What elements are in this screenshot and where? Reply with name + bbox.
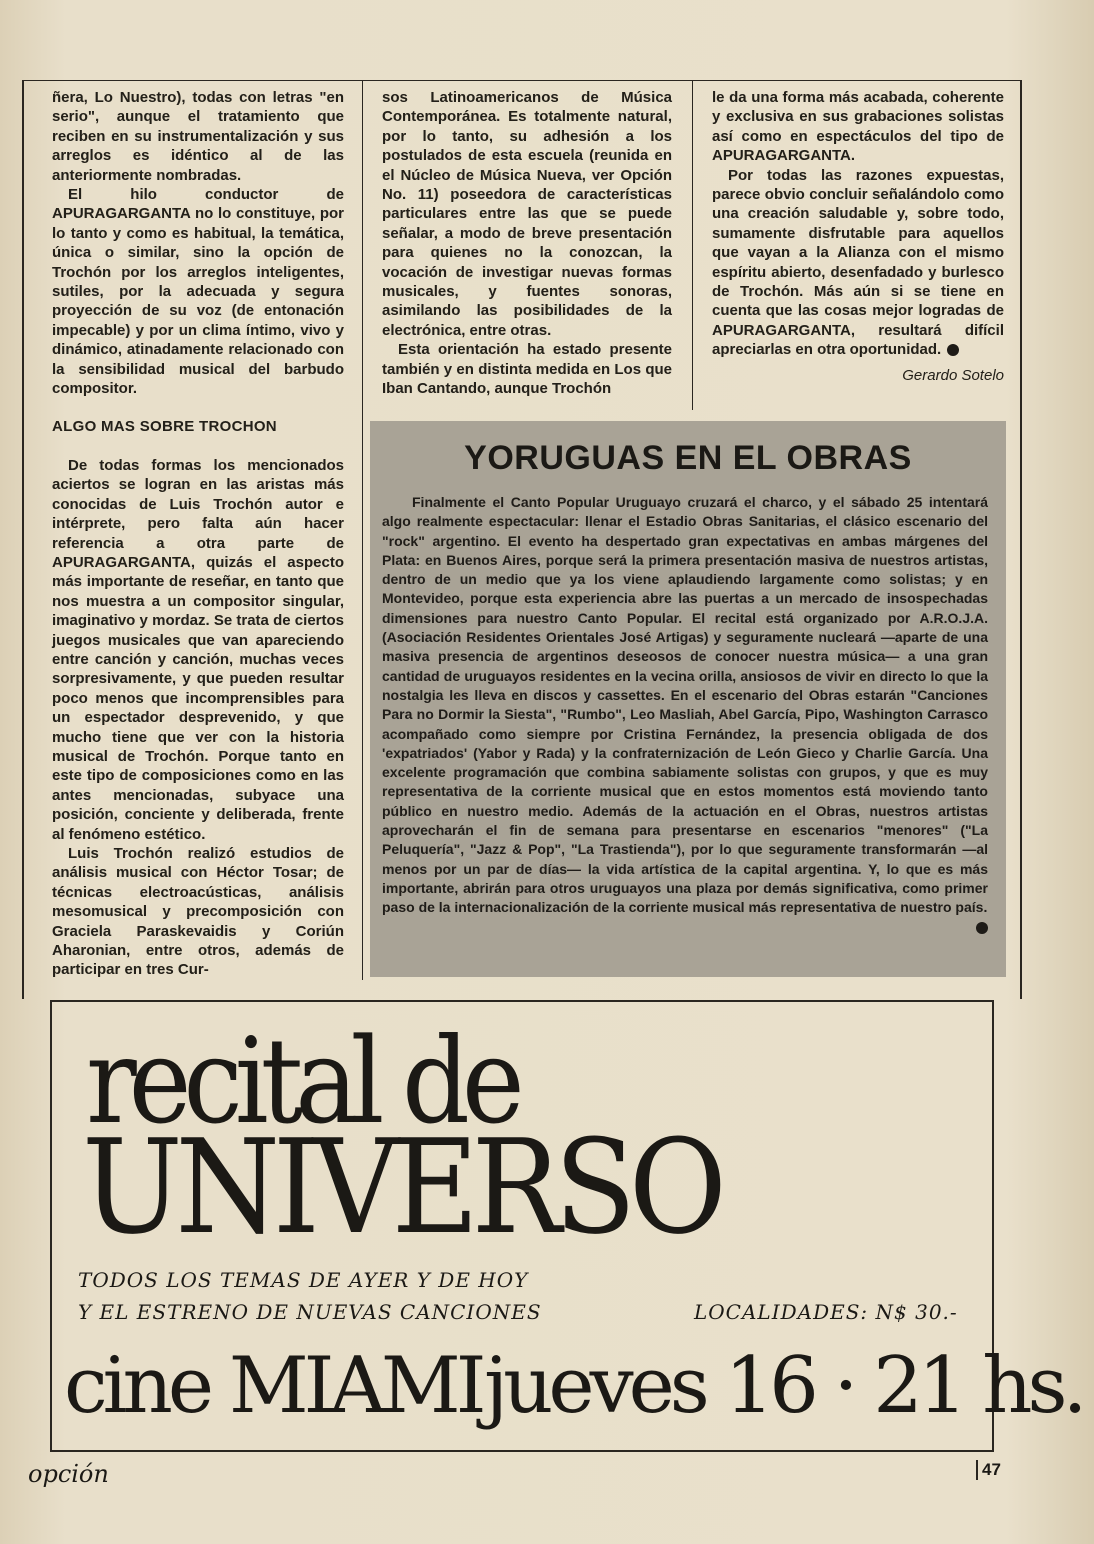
boxed-article	[370, 421, 1006, 977]
end-mark-icon	[976, 922, 988, 934]
ad-date: jueves 16 · 21 hs.	[484, 1341, 1083, 1431]
article-column-1	[52, 88, 344, 980]
article-column-3	[712, 88, 1004, 385]
column-divider	[362, 80, 363, 420]
paragraph: De todas formas los mencionados aciertos se logran en las aristas más conocidas de Luis Trochón autor e intérprete, pero falta aún hacer referencia a otra parte de APURAGARGANTA, quizás el aspecto más importante de reseñar, en tanto que nos muestra a un compositor singular, imaginativo y mordaz. Se trata de ciertos juegos musicales que van apareciendo entre canción y canción, muchas veces sorpresivamente, y que pueden resultar poco menos que incomprensibles para un espectador desprevenido, y que mucho tiene que ver con la historia musical de Trochón. Porque tanto en este tipo de composiciones como en las antes mencionadas, subyace una posición, conciente y deliberada, frente al fenómeno estético.	[52, 456, 344, 843]
paragraph: ñera, Lo Nuestro), todas con letras "en serio", aunque el tratamiento que reciben en su instrumentalización y sus arreglos es idéntico al de las anteriormente nombradas.	[52, 89, 344, 184]
paragraph: Esta orientación ha estado presente también y en distinta medida en Los que Iban Cantando, aunque Trochón	[382, 341, 672, 398]
paragraph: sos Latinoamericanos de Música Contemporánea. Es totalmente natural, por lo tanto, su adhesión a los postulados de esta escuela (reunida en el Núcleo de Música Nueva, ver Opción No. 11) poseedora de características particulares entre las que se puede señalar, a modo de breve presentación para quienes no la conozcan, la vocación de investigar nuevas formas musicales, y fuentes sonoras, asimilando las posibilidades de la electrónica, entre otras.	[382, 89, 672, 339]
end-mark-icon	[947, 344, 959, 356]
ad-tagline-1: TODOS LOS TEMAS DE AYER Y DE HOY	[78, 1268, 529, 1292]
paragraph-text: Por todas las razones expuestas, parece obvio concluir señalándolo como una creación saludable y, sobre todo, sumamente disfrutable para aquellos que vayan a la Alianza con el mismo espíritu abierto, desenfadado y burlesco de Trochón. Más aún si se tiene en cuenta que las cosas mejor logradas de APURAGARGANTA, resultará difícil apreciarlas en otra oportunidad.	[712, 166, 1004, 359]
ad-tagline-2: Y EL ESTRENO DE NUEVAS CANCIONES	[78, 1300, 542, 1324]
ad-venue: cine MIAMI	[64, 1341, 482, 1431]
ad-title-line1: recital de	[86, 1012, 517, 1150]
article-column-2	[382, 88, 672, 399]
author-byline: Gerardo Sotelo	[902, 366, 1004, 384]
boxed-article-body	[382, 493, 988, 934]
boxed-article-title: YORUGUAS EN EL OBRAS	[464, 439, 912, 477]
ad-ticket-price: LOCALIDADES: N$ 30.-	[694, 1300, 958, 1324]
paragraph	[712, 166, 1004, 360]
ad-title-line2: UNIVERSO	[82, 1111, 720, 1263]
paragraph: Luis Trochón realizó estudios de análisis musical con Héctor Tosar; de técnicas electroacústicas, análisis mesomusical y precomposición con Graciela Paraskevaidis y Coriún Aharonian, entre otros, además de participar en tres Cur-	[52, 845, 344, 979]
page-number: 47	[976, 1460, 1001, 1480]
concert-advertisement	[50, 1000, 1083, 1452]
paragraph: le da una forma más acabada, coherente y exclusiva en sus grabaciones solistas así como en espectáculos del tipo de APURAGARGANTA.	[712, 89, 1004, 165]
column-divider	[692, 80, 693, 410]
boxed-article-text: Finalmente el Canto Popular Uruguayo cruzará el charco, y el sábado 25 intentará algo realmente espectacular: llenar el Estadio Obras Sanitarias, el clásico escenario del "rock" argentino. El evento ha despertado gran expectativas en ambas márgenes del Plata: en Buenos Aires, porque será la primera presentación masiva de nuestros artistas, dentro de un medio que ya los viene aplaudiendo largamente como solistas; y en Montevideo, porque esta experiencia abre las puertas a un mercado de insospechadas dimensiones para nuestro Canto Popular. El recital está organizado por A.R.O.J.A. (Asociación Residentes Orientales José Artigas) y seguramente nucleará —aparte de una masiva presencia de argentinos deseosos de conocer nuestra música— a una gran cantidad de uruguayos residentes en la vecina orilla, ansiosos de vivir en directo lo que la nostalgia les lleva en discos y cassettes. En el escenario del Obras estarán "Canciones Para no Dormir la Siesta", "Rumbo", Leo Masliah, Abel García, Pipo, Washington Carrasco acompañado como siempre por Cristina Fernández, la presencia obligada de dos 'expatriados' (Yabor y Rada) y la confraternización de León Gieco y Charlie García. Una excelente programación que combina sabiamente solistas con grupos, y que es muy representativa de la corriente musical que en estos momentos está moviendo tanto público en nuestro medio. Además de la actuación en el Obras, nuestros artistas aprovecharán el fin de semana para presentarse en escenarios "menores" ("La Peluquería", "Jazz & Pop", "La Trastienda"), por lo que seguramente transformarán —al menos por un par de días— la vida artística de la capital argentina. Y, lo que es más importante, abrirán para otros uruguayos una plaza por demás significativa, como primer paso de la internacionalización de la corriente musical más representativa de nuestro país.	[382, 494, 988, 916]
magazine-logo: opción	[28, 1460, 109, 1488]
paragraph: El hilo conductor de APURAGARGANTA no lo constituye, por lo tanto y como es habitual, la temática, única o similar, sino la opción de Trochón por los arreglos inteligentes, sutiles, por la adecuada y segura proyección de su voz (de entonación impecable) y por un clima íntimo, vivo y dinámico, atinadamente relacionado con la sensibilidad musical del barbudo compositor.	[52, 186, 344, 398]
section-subheading: ALGO MAS SOBRE TROCHON	[52, 417, 277, 435]
column-divider	[362, 420, 363, 980]
